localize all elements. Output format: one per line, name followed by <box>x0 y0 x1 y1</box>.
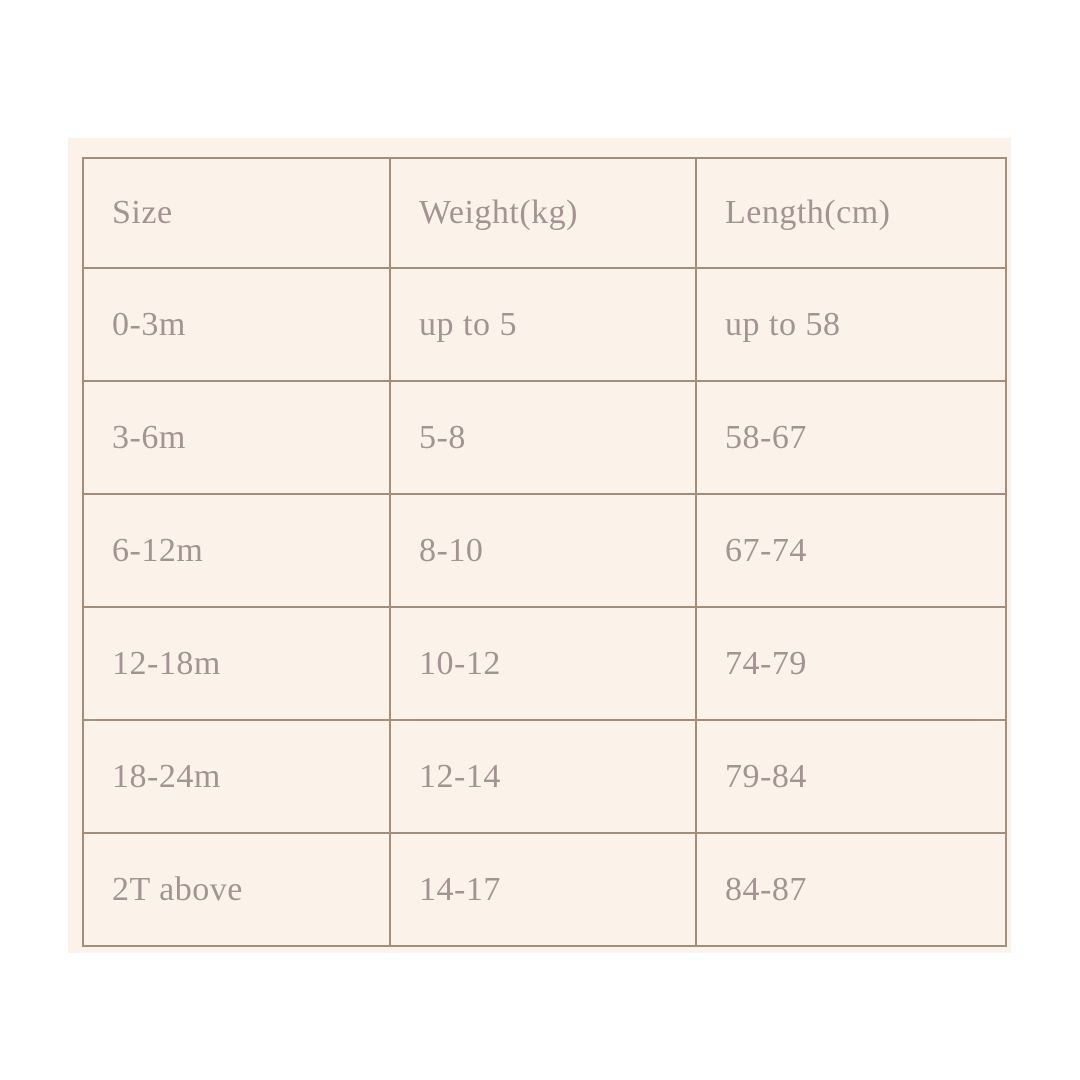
cell-size: 18-24m <box>83 720 390 833</box>
cell-size: 0-3m <box>83 268 390 381</box>
table-row <box>83 494 1006 607</box>
column-header-size: Size <box>83 158 390 268</box>
cell-weight: 12-14 <box>390 720 696 833</box>
column-header-length: Length(cm) <box>696 158 1006 268</box>
column-header-weight: Weight(kg) <box>390 158 696 268</box>
cell-length: 74-79 <box>696 607 1006 720</box>
cell-length: 67-74 <box>696 494 1006 607</box>
cell-weight: 5-8 <box>390 381 696 494</box>
cell-length: up to 58 <box>696 268 1006 381</box>
cell-weight: 8-10 <box>390 494 696 607</box>
table-row <box>83 833 1006 946</box>
table-row <box>83 268 1006 381</box>
cell-length: 58-67 <box>696 381 1006 494</box>
header-row <box>83 158 1006 268</box>
cell-length: 79-84 <box>696 720 1006 833</box>
table-row <box>83 607 1006 720</box>
cell-size: 2T above <box>83 833 390 946</box>
table-row <box>83 720 1006 833</box>
size-chart-panel <box>68 138 1011 953</box>
cell-weight: 10-12 <box>390 607 696 720</box>
cell-size: 6-12m <box>83 494 390 607</box>
cell-size: 3-6m <box>83 381 390 494</box>
cell-size: 12-18m <box>83 607 390 720</box>
cell-length: 84-87 <box>696 833 1006 946</box>
cell-weight: 14-17 <box>390 833 696 946</box>
table-row <box>83 381 1006 494</box>
cell-weight: up to 5 <box>390 268 696 381</box>
size-chart-table <box>82 157 1007 947</box>
